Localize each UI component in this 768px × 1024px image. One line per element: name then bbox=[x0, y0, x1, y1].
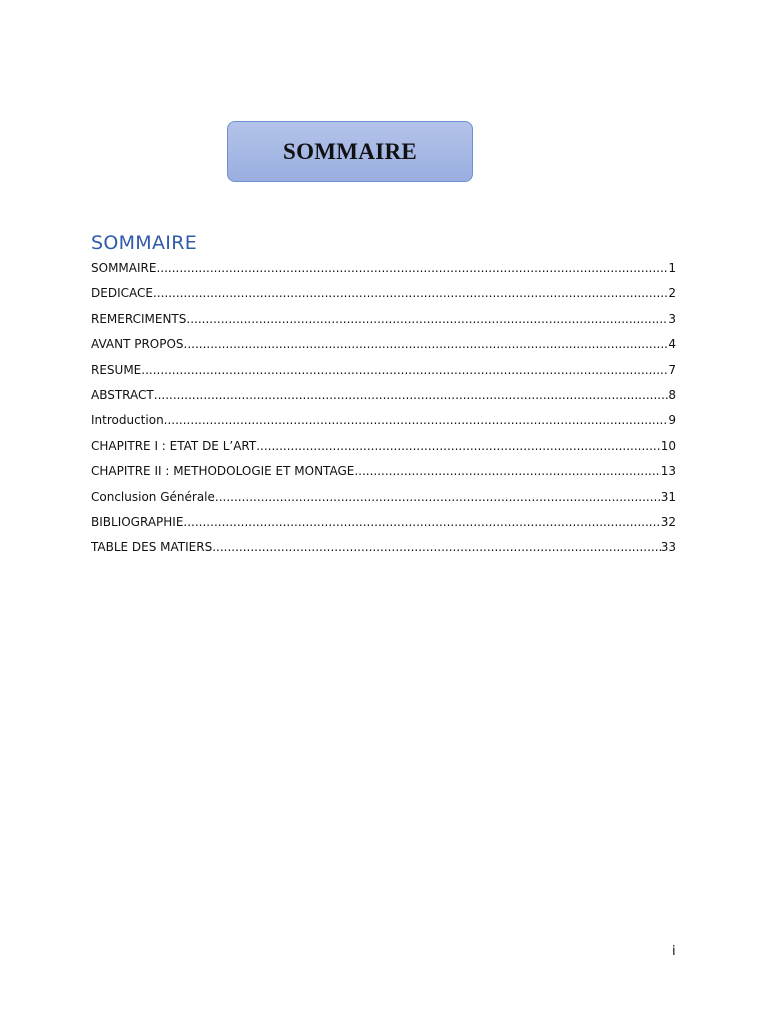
toc-dot-leader bbox=[354, 461, 660, 481]
toc-entry[interactable] bbox=[91, 385, 676, 410]
toc-entry[interactable] bbox=[91, 487, 676, 512]
toc-entry[interactable] bbox=[91, 283, 676, 308]
toc-entry[interactable] bbox=[91, 537, 676, 562]
toc-entry-page: 32 bbox=[660, 514, 676, 529]
toc-entry-label: AVANT PROPOS bbox=[91, 337, 184, 352]
toc-entry-page: 33 bbox=[660, 540, 676, 555]
toc-entry-label: Conclusion Générale bbox=[91, 489, 215, 504]
toc-dot-leader bbox=[186, 309, 668, 329]
toc-entry[interactable] bbox=[91, 360, 676, 385]
toc-entry-label: RESUME bbox=[91, 362, 142, 377]
toc-dot-leader bbox=[183, 512, 660, 532]
toc-entry-page: 4 bbox=[668, 337, 676, 352]
title-box bbox=[227, 121, 473, 182]
toc-entry[interactable] bbox=[91, 512, 676, 537]
toc-entry-page: 10 bbox=[660, 438, 676, 453]
toc-entry-label: TABLE DES MATIERS bbox=[91, 540, 213, 555]
toc-dot-leader bbox=[153, 283, 668, 303]
table-of-contents bbox=[91, 258, 676, 563]
toc-entry-page: 3 bbox=[668, 311, 676, 326]
toc-dot-leader bbox=[212, 537, 661, 557]
toc-entry-label: CHAPITRE I : ETAT DE L’ART bbox=[91, 438, 257, 453]
toc-entry-label: CHAPITRE II : METHODOLOGIE ET MONTAGE bbox=[91, 464, 355, 479]
toc-entry-page: 9 bbox=[668, 413, 676, 428]
toc-entry[interactable] bbox=[91, 461, 676, 486]
toc-entry-page: 2 bbox=[668, 286, 676, 301]
toc-dot-leader bbox=[154, 385, 669, 405]
toc-dot-leader bbox=[184, 334, 669, 354]
toc-entry[interactable] bbox=[91, 258, 676, 283]
toc-dot-leader bbox=[164, 410, 669, 430]
page-number: i bbox=[672, 944, 676, 959]
toc-heading: SOMMAIRE bbox=[91, 232, 198, 254]
toc-entry-page: 31 bbox=[660, 489, 676, 504]
toc-entry-label: DEDICACE bbox=[91, 286, 153, 301]
toc-entry-label: ABSTRACT bbox=[91, 387, 154, 402]
toc-dot-leader bbox=[215, 487, 661, 507]
toc-entry-label: Introduction bbox=[91, 413, 164, 428]
toc-entry-page: 8 bbox=[668, 387, 676, 402]
toc-entry[interactable] bbox=[91, 436, 676, 461]
toc-entry-page: 13 bbox=[660, 464, 676, 479]
toc-dot-leader bbox=[256, 436, 661, 456]
toc-entry-label: REMERCIMENTS bbox=[91, 311, 187, 326]
toc-entry[interactable] bbox=[91, 410, 676, 435]
toc-entry-page: 1 bbox=[668, 261, 676, 275]
toc-entry[interactable] bbox=[91, 309, 676, 334]
toc-dot-leader bbox=[156, 258, 668, 278]
toc-entry-label: BIBLIOGRAPHIE bbox=[91, 514, 184, 529]
toc-dot-leader bbox=[141, 360, 668, 380]
toc-entry-page: 7 bbox=[668, 362, 676, 377]
toc-entry[interactable] bbox=[91, 334, 676, 359]
toc-entry-label: SOMMAIRE bbox=[91, 261, 157, 275]
title-box-text: SOMMAIRE bbox=[282, 138, 417, 164]
